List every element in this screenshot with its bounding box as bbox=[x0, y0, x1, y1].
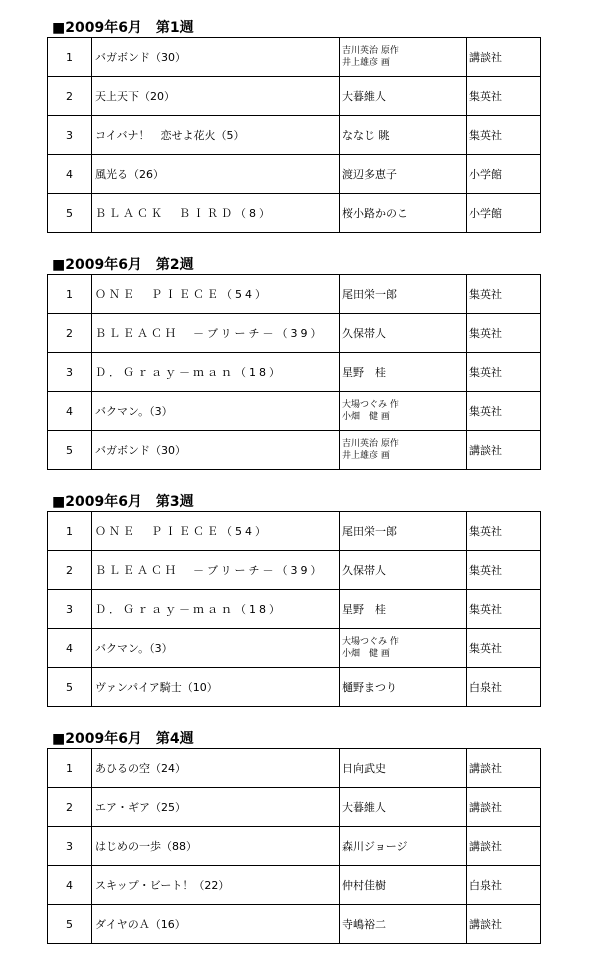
book-title: Ｄ．Ｇｒａｙ－ｍａｎ（18） bbox=[95, 603, 283, 616]
title-cell bbox=[92, 155, 340, 194]
table-row bbox=[48, 590, 541, 629]
table-row bbox=[48, 314, 541, 353]
publisher-cell: 集英社 bbox=[467, 314, 541, 353]
table-row bbox=[48, 905, 541, 944]
ranking-table bbox=[47, 748, 541, 944]
week-section-2 bbox=[47, 257, 533, 470]
title-cell bbox=[92, 827, 340, 866]
table-row bbox=[48, 512, 541, 551]
table-row bbox=[48, 827, 541, 866]
table-row bbox=[48, 866, 541, 905]
author-cell bbox=[340, 353, 467, 392]
author-name: 樋野まつり bbox=[342, 681, 397, 694]
book-title: バガボンド（30） bbox=[95, 444, 186, 457]
rank-cell: 2 bbox=[48, 77, 92, 116]
author-cell bbox=[340, 905, 467, 944]
author-cell bbox=[340, 788, 467, 827]
rank-cell: 1 bbox=[48, 749, 92, 788]
rank-cell: 3 bbox=[48, 353, 92, 392]
rank-cell: 4 bbox=[48, 866, 92, 905]
title-cell bbox=[92, 551, 340, 590]
rank-cell: 2 bbox=[48, 314, 92, 353]
week-section-3 bbox=[47, 494, 533, 707]
author-cell bbox=[340, 194, 467, 233]
publisher-cell: 講談社 bbox=[467, 38, 541, 77]
author-name: 尾田栄一郎 bbox=[342, 525, 397, 538]
author-name: ななじ 眺 bbox=[342, 129, 390, 142]
title-cell bbox=[92, 194, 340, 233]
title-cell bbox=[92, 314, 340, 353]
author-name: 星野 桂 bbox=[342, 366, 386, 379]
author-cell bbox=[340, 431, 467, 470]
author-cell bbox=[340, 629, 467, 668]
author-line: 小畑 健 画 bbox=[342, 649, 390, 659]
table-row bbox=[48, 749, 541, 788]
title-cell bbox=[92, 77, 340, 116]
author-line: 吉川英治 原作 bbox=[342, 439, 399, 449]
publisher-cell: 小学館 bbox=[467, 194, 541, 233]
publisher-cell: 白泉社 bbox=[467, 866, 541, 905]
title-cell bbox=[92, 512, 340, 551]
table-row bbox=[48, 155, 541, 194]
week-title: ■2009年6月 第2週 bbox=[52, 257, 194, 273]
table-row bbox=[48, 551, 541, 590]
title-cell bbox=[92, 275, 340, 314]
title-cell bbox=[92, 905, 340, 944]
publisher-cell: 講談社 bbox=[467, 749, 541, 788]
title-cell bbox=[92, 431, 340, 470]
book-title: Ｄ．Ｇｒａｙ－ｍａｎ（18） bbox=[95, 366, 283, 379]
book-title: 天上天下（20） bbox=[95, 90, 175, 103]
rank-cell: 1 bbox=[48, 275, 92, 314]
publisher-cell: 集英社 bbox=[467, 512, 541, 551]
title-cell bbox=[92, 392, 340, 431]
table-row bbox=[48, 668, 541, 707]
author-credits bbox=[342, 438, 466, 462]
title-cell bbox=[92, 629, 340, 668]
author-name: 久保帯人 bbox=[342, 327, 386, 340]
rank-cell: 4 bbox=[48, 392, 92, 431]
table-row bbox=[48, 275, 541, 314]
author-name: 久保帯人 bbox=[342, 564, 386, 577]
author-line: 井上雄彦 画 bbox=[342, 451, 390, 461]
title-cell bbox=[92, 668, 340, 707]
table-row bbox=[48, 77, 541, 116]
book-title: 風光る（26） bbox=[95, 168, 164, 181]
title-cell bbox=[92, 788, 340, 827]
ranking-table bbox=[47, 37, 541, 233]
author-name: 星野 桂 bbox=[342, 603, 386, 616]
author-cell bbox=[340, 512, 467, 551]
author-credits bbox=[342, 399, 466, 423]
week-title: ■2009年6月 第4週 bbox=[52, 731, 194, 747]
publisher-cell: 集英社 bbox=[467, 77, 541, 116]
book-title: バクマン。（3） bbox=[95, 642, 173, 655]
publisher-cell: 小学館 bbox=[467, 155, 541, 194]
table-row bbox=[48, 788, 541, 827]
author-name: 大暮維人 bbox=[342, 801, 386, 814]
rank-cell: 3 bbox=[48, 827, 92, 866]
book-title: ダイヤのＡ（16） bbox=[95, 918, 186, 931]
book-title: コイバナ！ 恋せよ花火（5） bbox=[95, 129, 245, 142]
rank-cell: 1 bbox=[48, 38, 92, 77]
author-line: 井上雄彦 画 bbox=[342, 58, 390, 68]
author-cell bbox=[340, 314, 467, 353]
author-cell bbox=[340, 116, 467, 155]
author-name: 寺嶋裕二 bbox=[342, 918, 386, 931]
table-row bbox=[48, 38, 541, 77]
rank-cell: 3 bbox=[48, 116, 92, 155]
author-name: 森川ジョージ bbox=[342, 840, 408, 853]
book-title: スキップ・ビート！（22） bbox=[95, 879, 230, 892]
publisher-cell: 白泉社 bbox=[467, 668, 541, 707]
author-cell bbox=[340, 749, 467, 788]
rank-cell: 2 bbox=[48, 551, 92, 590]
publisher-cell: 集英社 bbox=[467, 629, 541, 668]
book-title: エア・ギア（25） bbox=[95, 801, 186, 814]
author-cell bbox=[340, 38, 467, 77]
publisher-cell: 講談社 bbox=[467, 431, 541, 470]
author-cell bbox=[340, 551, 467, 590]
publisher-cell: 講談社 bbox=[467, 827, 541, 866]
book-title: ヴァンパイア騎士（10） bbox=[95, 681, 218, 694]
author-line: 小畑 健 画 bbox=[342, 412, 390, 422]
table-row bbox=[48, 194, 541, 233]
author-name: 大暮維人 bbox=[342, 90, 386, 103]
table-row bbox=[48, 116, 541, 155]
book-title: ＯＮＥ ＰＩＥＣＥ（54） bbox=[95, 288, 269, 301]
author-cell bbox=[340, 590, 467, 629]
author-cell bbox=[340, 275, 467, 314]
publisher-cell: 集英社 bbox=[467, 590, 541, 629]
title-cell bbox=[92, 590, 340, 629]
book-title: はじめの一歩（88） bbox=[95, 840, 197, 853]
author-cell bbox=[340, 77, 467, 116]
week-section-1 bbox=[47, 20, 533, 233]
ranking-table bbox=[47, 511, 541, 707]
publisher-cell: 集英社 bbox=[467, 275, 541, 314]
book-title: ＢＬＥＡＣＨ －ブリーチ－（39） bbox=[95, 564, 325, 577]
rank-cell: 3 bbox=[48, 590, 92, 629]
publisher-cell: 講談社 bbox=[467, 788, 541, 827]
rank-cell: 5 bbox=[48, 431, 92, 470]
title-cell bbox=[92, 116, 340, 155]
book-title: ＯＮＥ ＰＩＥＣＥ（54） bbox=[95, 525, 269, 538]
author-cell bbox=[340, 866, 467, 905]
author-credits bbox=[342, 636, 466, 660]
rank-cell: 5 bbox=[48, 905, 92, 944]
week-title: ■2009年6月 第3週 bbox=[52, 494, 194, 510]
author-credits bbox=[342, 45, 466, 69]
author-cell bbox=[340, 155, 467, 194]
title-cell bbox=[92, 866, 340, 905]
publisher-cell: 集英社 bbox=[467, 551, 541, 590]
author-cell bbox=[340, 827, 467, 866]
author-name: 桜小路かのこ bbox=[342, 207, 408, 220]
week-title: ■2009年6月 第1週 bbox=[52, 20, 194, 36]
rank-cell: 4 bbox=[48, 629, 92, 668]
table-row bbox=[48, 431, 541, 470]
title-cell bbox=[92, 749, 340, 788]
rank-cell: 1 bbox=[48, 512, 92, 551]
author-cell bbox=[340, 392, 467, 431]
author-name: 渡辺多恵子 bbox=[342, 168, 397, 181]
book-title: バガボンド（30） bbox=[95, 51, 186, 64]
table-row bbox=[48, 629, 541, 668]
author-cell bbox=[340, 668, 467, 707]
publisher-cell: 集英社 bbox=[467, 392, 541, 431]
book-title: バクマン。（3） bbox=[95, 405, 173, 418]
book-title: ＢＬＥＡＣＨ －ブリーチ－（39） bbox=[95, 327, 325, 340]
author-line: 大場つぐみ 作 bbox=[342, 400, 399, 410]
book-title: あひるの空（24） bbox=[95, 762, 186, 775]
rank-cell: 2 bbox=[48, 788, 92, 827]
rank-cell: 5 bbox=[48, 194, 92, 233]
table-row bbox=[48, 392, 541, 431]
author-name: 仲村佳樹 bbox=[342, 879, 386, 892]
publisher-cell: 集英社 bbox=[467, 116, 541, 155]
author-name: 尾田栄一郎 bbox=[342, 288, 397, 301]
rank-cell: 4 bbox=[48, 155, 92, 194]
ranking-table bbox=[47, 274, 541, 470]
rank-cell: 5 bbox=[48, 668, 92, 707]
publisher-cell: 講談社 bbox=[467, 905, 541, 944]
table-row bbox=[48, 353, 541, 392]
title-cell bbox=[92, 353, 340, 392]
title-cell bbox=[92, 38, 340, 77]
book-title: ＢＬＡＣＫ ＢＩＲＤ（8） bbox=[95, 207, 273, 220]
author-line: 大場つぐみ 作 bbox=[342, 637, 399, 647]
publisher-cell: 集英社 bbox=[467, 353, 541, 392]
week-section-4 bbox=[47, 731, 533, 944]
author-name: 日向武史 bbox=[342, 762, 386, 775]
author-line: 吉川英治 原作 bbox=[342, 46, 399, 56]
